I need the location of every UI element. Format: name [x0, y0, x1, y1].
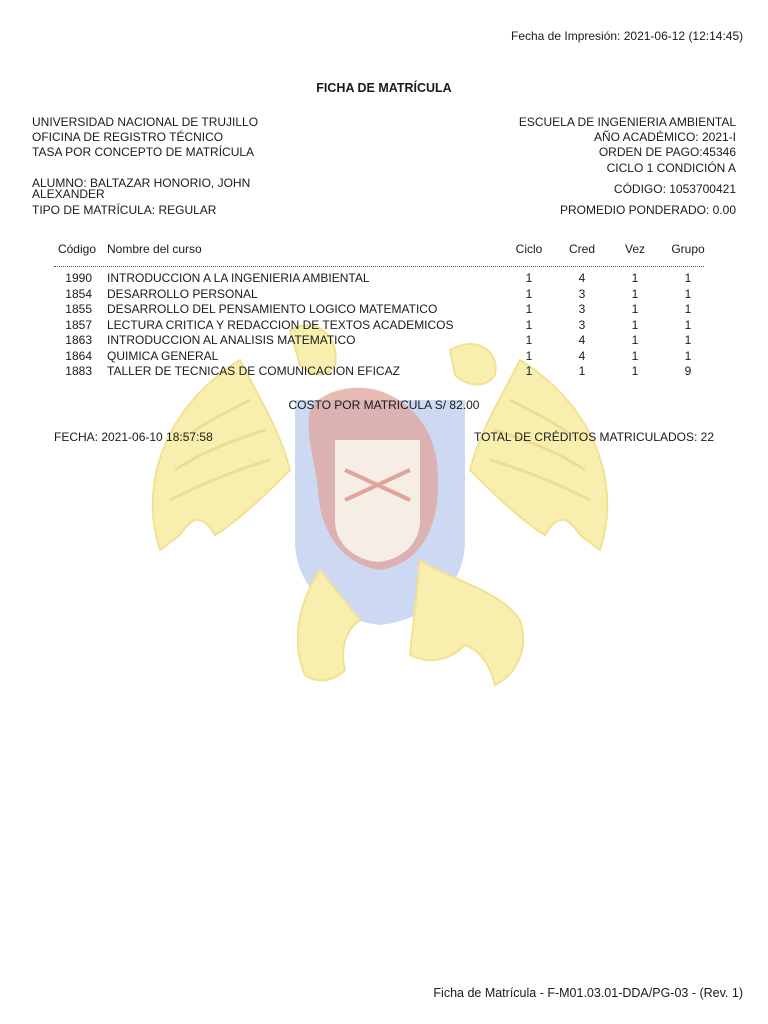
- cell-ciclo: 1: [525, 333, 533, 347]
- cell-code: 1854: [65, 286, 92, 301]
- cell-vez: 1: [631, 333, 639, 347]
- weighted-average: PROMEDIO PONDERADO: 0.00: [559, 203, 736, 217]
- cell-grupo: 1: [684, 286, 692, 301]
- header-cred: Cred: [568, 242, 595, 256]
- payment-order: ORDEN DE PAGO:45346: [598, 145, 736, 159]
- header-vez: Vez: [624, 242, 645, 256]
- header-name: Nombre del curso: [107, 242, 202, 256]
- university-name: UNIVERSIDAD NACIONAL DE TRUJILLO: [32, 115, 259, 129]
- header-code: Código: [57, 242, 96, 256]
- cell-name: TALLER DE TECNICAS DE COMUNICACION EFICAZ: [107, 364, 400, 378]
- cell-ciclo: 1: [525, 302, 533, 316]
- header-ciclo: Ciclo: [515, 242, 543, 256]
- cell-name: QUIMICA GENERAL: [107, 348, 219, 363]
- cell-ciclo: 1: [525, 317, 533, 332]
- table-row: [54, 333, 704, 349]
- cell-vez: 1: [631, 286, 639, 301]
- header-separator: [54, 266, 704, 267]
- cell-name: INTRODUCCION A LA INGENIERIA AMBIENTAL: [107, 271, 370, 285]
- cell-code: 1857: [65, 317, 92, 332]
- cell-code: 1863: [65, 333, 92, 347]
- cell-grupo: 1: [684, 348, 692, 363]
- cell-code: 1990: [65, 271, 92, 285]
- total-credits: TOTAL DE CRÉDITOS MATRICULADOS: 22: [473, 430, 714, 444]
- cell-name: DESARROLLO DEL PENSAMIENTO LOGICO MATEMATICO: [107, 302, 438, 316]
- office-name: OFICINA DE REGISTRO TÉCNICO: [32, 130, 224, 144]
- cell-grupo: 9: [684, 364, 692, 378]
- cell-cred: 3: [578, 317, 586, 332]
- cell-name: LECTURA CRITICA Y REDACCION DE TEXTOS ACADEMICOS: [107, 317, 454, 332]
- table-row: [54, 318, 704, 334]
- cell-grupo: 1: [684, 302, 692, 316]
- fee-concept: TASA POR CONCEPTO DE MATRÍCULA: [32, 145, 255, 159]
- page-title: FICHA DE MATRÍCULA: [316, 81, 452, 95]
- cell-cred: 1: [578, 364, 586, 378]
- cell-cred: 3: [578, 286, 586, 301]
- table-row: [54, 364, 704, 380]
- cell-ciclo: 1: [525, 364, 533, 378]
- cell-ciclo: 1: [525, 348, 533, 363]
- student-code: CÓDIGO: 1053700421: [613, 182, 736, 196]
- student-name: [32, 178, 250, 200]
- print-date: Fecha de Impresión: 2021-06-12 (12:14:45): [511, 29, 744, 43]
- table-row: [54, 271, 704, 287]
- cycle-condition: CICLO 1 CONDICIÓN A: [606, 161, 736, 175]
- enrollment-date: FECHA: 2021-06-10 18:57:58: [54, 430, 213, 444]
- table-row: [54, 302, 704, 318]
- table-header: [54, 242, 704, 264]
- cell-vez: 1: [631, 271, 639, 285]
- table-row: [54, 287, 704, 303]
- cell-name: INTRODUCCION AL ANALISIS MATEMATICO: [107, 333, 356, 347]
- cell-code: 1864: [65, 348, 92, 363]
- cell-grupo: 1: [684, 317, 692, 332]
- cell-vez: 1: [631, 348, 639, 363]
- cell-cred: 4: [578, 333, 586, 347]
- form-footer: Ficha de Matrícula - F-M01.03.01-DDA/PG-03 - (Rev. 1): [433, 986, 743, 1000]
- cell-vez: 1: [631, 364, 639, 378]
- cell-ciclo: 1: [525, 271, 533, 285]
- cell-code: 1855: [65, 302, 92, 316]
- school-name: ESCUELA DE INGENIERIA AMBIENTAL: [518, 115, 736, 129]
- enrollment-type: TIPO DE MATRÍCULA: REGULAR: [32, 203, 217, 217]
- course-table: [54, 242, 704, 380]
- table-row: [54, 349, 704, 365]
- cell-cred: 4: [578, 348, 586, 363]
- student-name-line2: ALEXANDER: [32, 187, 105, 201]
- cell-vez: 1: [631, 302, 639, 316]
- cell-cred: 4: [578, 271, 586, 285]
- cell-grupo: 1: [684, 271, 692, 285]
- cell-grupo: 1: [684, 333, 692, 347]
- cell-ciclo: 1: [525, 286, 533, 301]
- cell-name: DESARROLLO PERSONAL: [107, 286, 258, 301]
- enrollment-cost: COSTO POR MATRICULA S/ 82.00: [288, 398, 480, 412]
- student-name-line1: ALUMNO: BALTAZAR HONORIO, JOHN: [32, 176, 251, 190]
- cell-code: 1883: [65, 364, 92, 378]
- cell-vez: 1: [631, 317, 639, 332]
- academic-year: AÑO ACADÉMICO: 2021-I: [593, 130, 736, 144]
- header-grupo: Grupo: [671, 242, 705, 256]
- cell-cred: 3: [578, 302, 586, 316]
